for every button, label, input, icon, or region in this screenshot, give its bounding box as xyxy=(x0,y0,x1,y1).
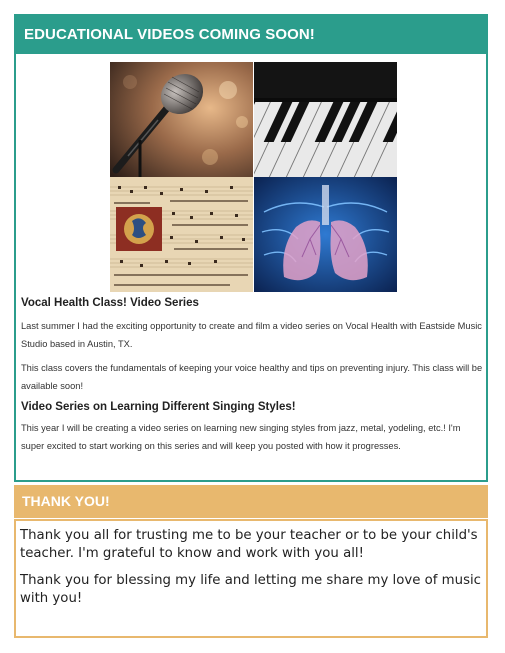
singing-styles-paragraph: This year I will be creating a video series on learning new singing styles from jazz, metal, yodeling, etc.! I'm super excited to start working on this series and will keep you posted with how it progresses. xyxy=(21,423,461,451)
thank-you-paragraph-1: Thank you all for trusting me to be your teacher or to be your child's teacher. I'm grateful to know and work with you all! xyxy=(20,528,478,561)
educational-videos-card xyxy=(14,14,488,482)
vocal-health-paragraph-1: Last summer I had the exciting opportunity to create and film a video series on Vocal Health with Eastside Music Studio based in Austin, TX. xyxy=(21,321,482,349)
thank-you-header: THANK YOU! xyxy=(14,485,488,518)
lungs-image xyxy=(254,177,397,292)
vocal-health-title: Vocal Health Class! Video Series xyxy=(21,297,199,309)
piano-keys-image xyxy=(254,62,397,177)
sheet-music-image xyxy=(110,177,253,292)
singing-styles-title: Video Series on Learning Different Singing Styles! xyxy=(21,401,296,413)
thank-you-paragraph-2: Thank you for blessing my life and letting me share my love of music with you! xyxy=(20,573,481,606)
educational-videos-header: EDUCATIONAL VIDEOS COMING SOON! xyxy=(16,16,486,54)
microphone-image xyxy=(110,62,253,177)
thank-you-card xyxy=(14,519,488,638)
image-collage xyxy=(110,62,397,292)
vocal-health-paragraph-2: This class covers the fundamentals of keeping your voice healthy and tips on preventing injury. This class will be available soon! xyxy=(21,363,483,391)
videos-content xyxy=(21,297,483,455)
